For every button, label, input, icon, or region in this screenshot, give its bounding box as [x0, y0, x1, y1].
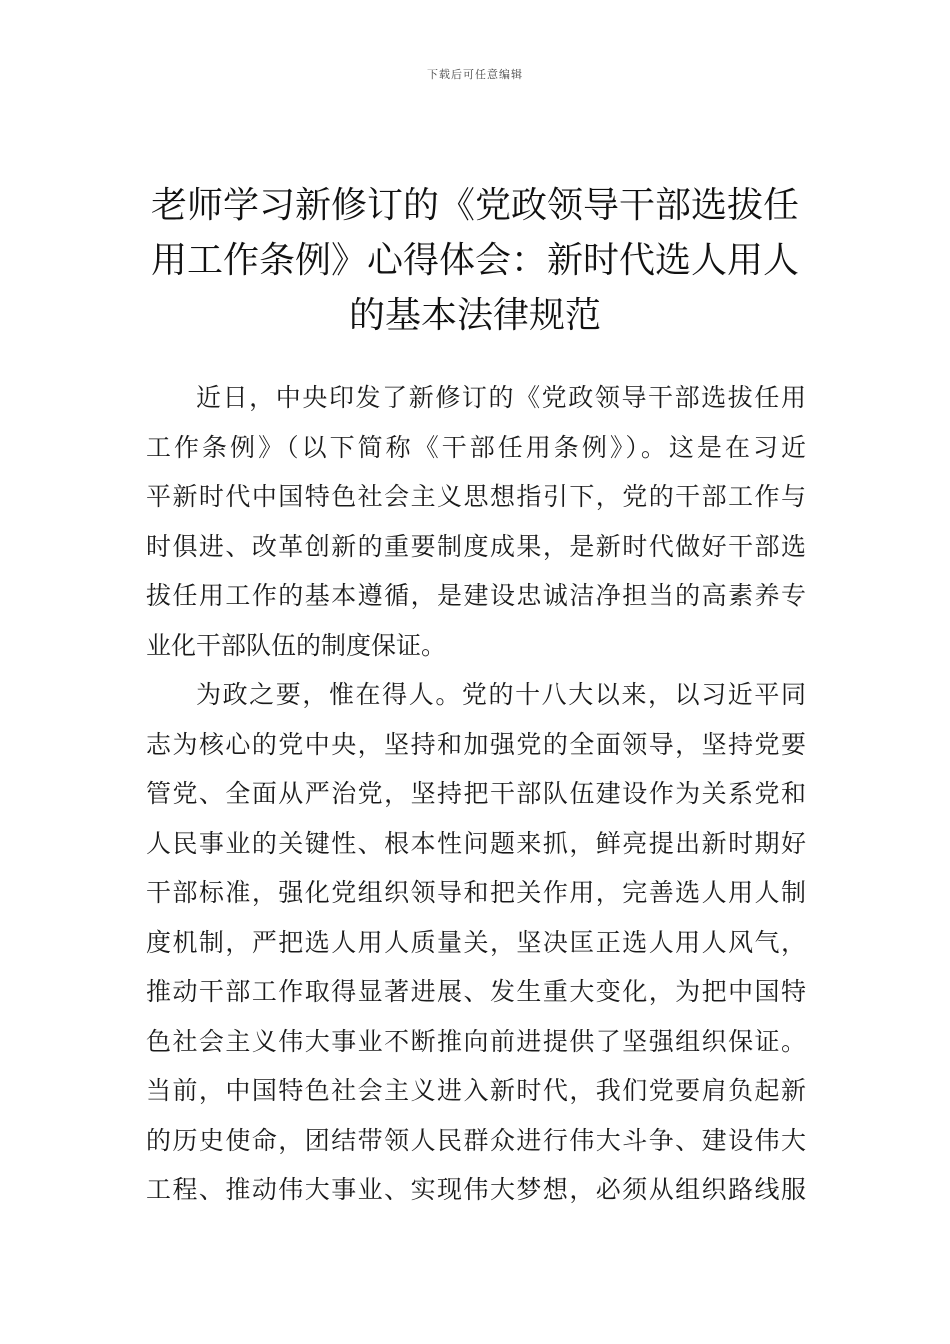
- text-line: 近日，中央印发了新修订的《党政领导干部选拔任用: [196, 383, 806, 412]
- text-line: 志为核心的党中央，坚持和加强党的全面领导，坚持党要: [146, 729, 806, 759]
- text-line: 推动干部工作取得显著进展、发生重大变化，为把中国特: [146, 977, 806, 1006]
- title-line: 的基本法律规范: [348, 295, 601, 336]
- text-line: 平新时代中国特色社会主义思想指引下，党的干部工作与: [146, 482, 806, 511]
- paragraph: [146, 670, 806, 1215]
- text-line: 时俱进、改革创新的重要制度成果，是新时代做好干部选: [146, 531, 806, 561]
- text-line: 业化干部队伍的制度保证。: [146, 630, 447, 660]
- text-line: 的历史使命，团结带领人民群众进行伟大斗争、建设伟大: [146, 1125, 806, 1155]
- text-line: 管党、全面从严治党，坚持把干部队伍建设作为关系党和: [146, 779, 806, 808]
- paragraph: [146, 373, 806, 670]
- text-line: 拔任用工作的基本遵循，是建设忠诚洁净担当的高素养专: [146, 581, 806, 610]
- text-line: 为政之要，惟在得人。党的十八大以来，以习近平同: [196, 680, 806, 709]
- text-line: 干部标准，强化党组织领导和把关作用，完善选人用人制: [146, 878, 806, 907]
- document-title: [150, 178, 800, 343]
- text-line: 度机制，严把选人用人质量关，坚决匡正选人用人风气，: [146, 927, 806, 957]
- text-line: 工作条例》（以下简称《干部任用条例》）。这是在习近: [146, 432, 806, 462]
- header-note: 下载后可任意编辑: [427, 68, 523, 81]
- text-line: 当前，中国特色社会主义进入新时代，我们党要肩负起新: [146, 1076, 806, 1105]
- title-line: 老师学习新修订的《党政领导干部选拔任: [150, 185, 799, 226]
- title-line: 用工作条例》心得体会：新时代选人用人: [150, 240, 799, 281]
- text-line: 工程、推动伟大事业、实现伟大梦想，必须从组织路线服: [146, 1175, 806, 1204]
- text-line: 人民事业的关键性、根本性问题来抓，鲜亮提出新时期好: [146, 828, 806, 858]
- text-line: 色社会主义伟大事业不断推向前进提供了坚强组织保证。: [146, 1026, 806, 1056]
- document-body: [146, 373, 806, 1215]
